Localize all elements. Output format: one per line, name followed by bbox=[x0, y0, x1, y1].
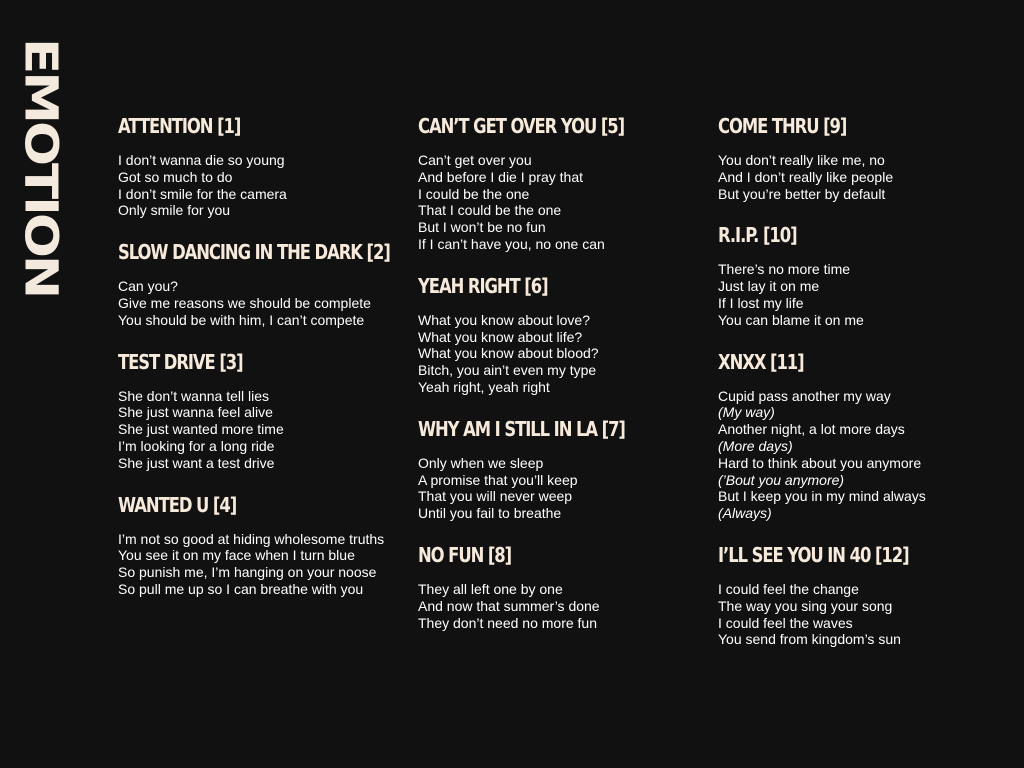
lyric-line: That I could be the one bbox=[418, 202, 562, 219]
lyric-line-echo: (My way) bbox=[718, 404, 775, 421]
lyric-line: Only when we sleep bbox=[418, 454, 544, 471]
lyric-line: Give me reasons we should be complete bbox=[118, 294, 371, 311]
lyric-line: Can you? bbox=[118, 278, 178, 295]
lyric-line: Can’t get over you bbox=[418, 152, 532, 168]
lyric-line: But I won’t be no fun bbox=[418, 219, 546, 236]
song-section-rip bbox=[718, 223, 1008, 328]
lyric-line: Until you fail to breathe bbox=[418, 505, 562, 522]
lyric-line: I don’t wanna die so young bbox=[118, 152, 285, 168]
lyric-line: A promise that you’ll keep bbox=[418, 471, 578, 488]
lyric-line: The way you sing your song bbox=[718, 597, 893, 614]
lyric-line: But I keep you in my mind always bbox=[718, 488, 926, 505]
song-section-yeah-right bbox=[418, 274, 708, 396]
song-title: TEST DRIVE [3] bbox=[118, 349, 243, 374]
lyrics-column-3 bbox=[718, 114, 1008, 669]
lyric-line: You should be with him, I can’t compete bbox=[118, 311, 365, 328]
lyric-line: They don’t need no more fun bbox=[418, 614, 598, 631]
song-section-wanted-u bbox=[118, 493, 408, 598]
lyric-line-echo: (’Bout you anymore) bbox=[718, 471, 845, 488]
song-section-come-thru bbox=[718, 114, 1008, 202]
lyric-line: You send from kingdom’s sun bbox=[718, 631, 901, 648]
song-title: R.I.P. [10] bbox=[718, 223, 797, 248]
lyric-line: If I lost my life bbox=[718, 294, 804, 311]
lyric-line: And before I die I pray that bbox=[418, 168, 583, 185]
song-section-cant-get-over-you bbox=[418, 114, 708, 253]
lyric-line: So pull me up so I can breathe with you bbox=[118, 580, 364, 597]
song-title: I’LL SEE YOU IN 40 [12] bbox=[718, 542, 909, 567]
lyric-line: Just lay it on me bbox=[718, 278, 820, 295]
lyric-line: I could feel the waves bbox=[718, 614, 853, 631]
lyric-line: But you’re better by default bbox=[718, 185, 886, 202]
song-title: NO FUN [8] bbox=[418, 542, 512, 567]
lyric-line-echo: (More days) bbox=[718, 437, 793, 454]
lyric-line: I could be the one bbox=[418, 185, 530, 202]
lyric-line: What you know about blood? bbox=[418, 345, 599, 362]
song-section-slow-dancing-in-the-dark bbox=[118, 240, 408, 328]
song-section-why-am-i-still-in-la bbox=[418, 417, 708, 522]
lyric-line: I don’t smile for the camera bbox=[118, 185, 287, 202]
lyric-line: You see it on my face when I turn blue bbox=[118, 547, 355, 564]
lyric-line: Cupid pass another my way bbox=[718, 387, 891, 404]
lyric-line: Hard to think about you anymore bbox=[718, 454, 922, 471]
song-title: CAN’T GET OVER YOU [5] bbox=[418, 114, 625, 138]
lyric-line: And now that summer’s done bbox=[418, 597, 600, 614]
lyric-line: What you know about love? bbox=[418, 311, 590, 328]
song-section-xnxx bbox=[718, 350, 1008, 522]
lyric-line: They all left one by one bbox=[418, 580, 563, 597]
lyric-line: If I can’t have you, no one can bbox=[418, 235, 605, 252]
song-title: YEAH RIGHT [6] bbox=[418, 273, 548, 298]
lyric-line: Bitch, you ain’t even my type bbox=[418, 362, 597, 379]
lyric-line: You don’t really like me, no bbox=[718, 152, 885, 168]
song-section-ill-see-you-in-40 bbox=[718, 543, 1008, 648]
song-title: WHY AM I STILL IN LA [7] bbox=[418, 416, 625, 441]
song-section-attention bbox=[118, 114, 408, 219]
lyric-line: I could feel the change bbox=[718, 580, 859, 597]
song-section-test-drive bbox=[118, 350, 408, 472]
lyric-line: Got so much to do bbox=[118, 168, 233, 185]
lyric-line-echo: (Always) bbox=[718, 505, 772, 522]
lyric-line: What you know about life? bbox=[418, 328, 583, 345]
album-title: EMOTION bbox=[14, 38, 67, 297]
lyric-line: Another night, a lot more days bbox=[718, 421, 905, 438]
lyric-line: She just wanna feel alive bbox=[118, 404, 273, 421]
lyric-line: I’m not so good at hiding wholesome truths bbox=[118, 530, 385, 547]
lyric-line: And I don’t really like people bbox=[718, 168, 894, 185]
lyric-line: She don’t wanna tell lies bbox=[118, 387, 269, 404]
song-title: ATTENTION [1] bbox=[118, 114, 241, 138]
lyric-line: She just want a test drive bbox=[118, 454, 275, 471]
song-title: XNXX [11] bbox=[718, 349, 804, 374]
lyric-line: She just wanted more time bbox=[118, 421, 284, 438]
song-title: WANTED U [4] bbox=[118, 492, 237, 517]
song-title: SLOW DANCING IN THE DARK [2] bbox=[118, 240, 390, 265]
lyrics-column-2 bbox=[418, 114, 708, 652]
lyrics-column-1 bbox=[118, 114, 408, 619]
lyric-line: I’m looking for a long ride bbox=[118, 437, 275, 454]
lyric-line: Yeah right, yeah right bbox=[418, 378, 550, 395]
lyric-line: That you will never weep bbox=[418, 488, 573, 505]
lyric-line: You can blame it on me bbox=[718, 311, 864, 328]
lyric-line: Only smile for you bbox=[118, 202, 231, 219]
lyric-line: So punish me, I’m hanging on your noose bbox=[118, 564, 377, 581]
song-title: COME THRU [9] bbox=[718, 114, 847, 138]
lyric-line: There’s no more time bbox=[718, 261, 851, 278]
song-section-no-fun bbox=[418, 543, 708, 631]
